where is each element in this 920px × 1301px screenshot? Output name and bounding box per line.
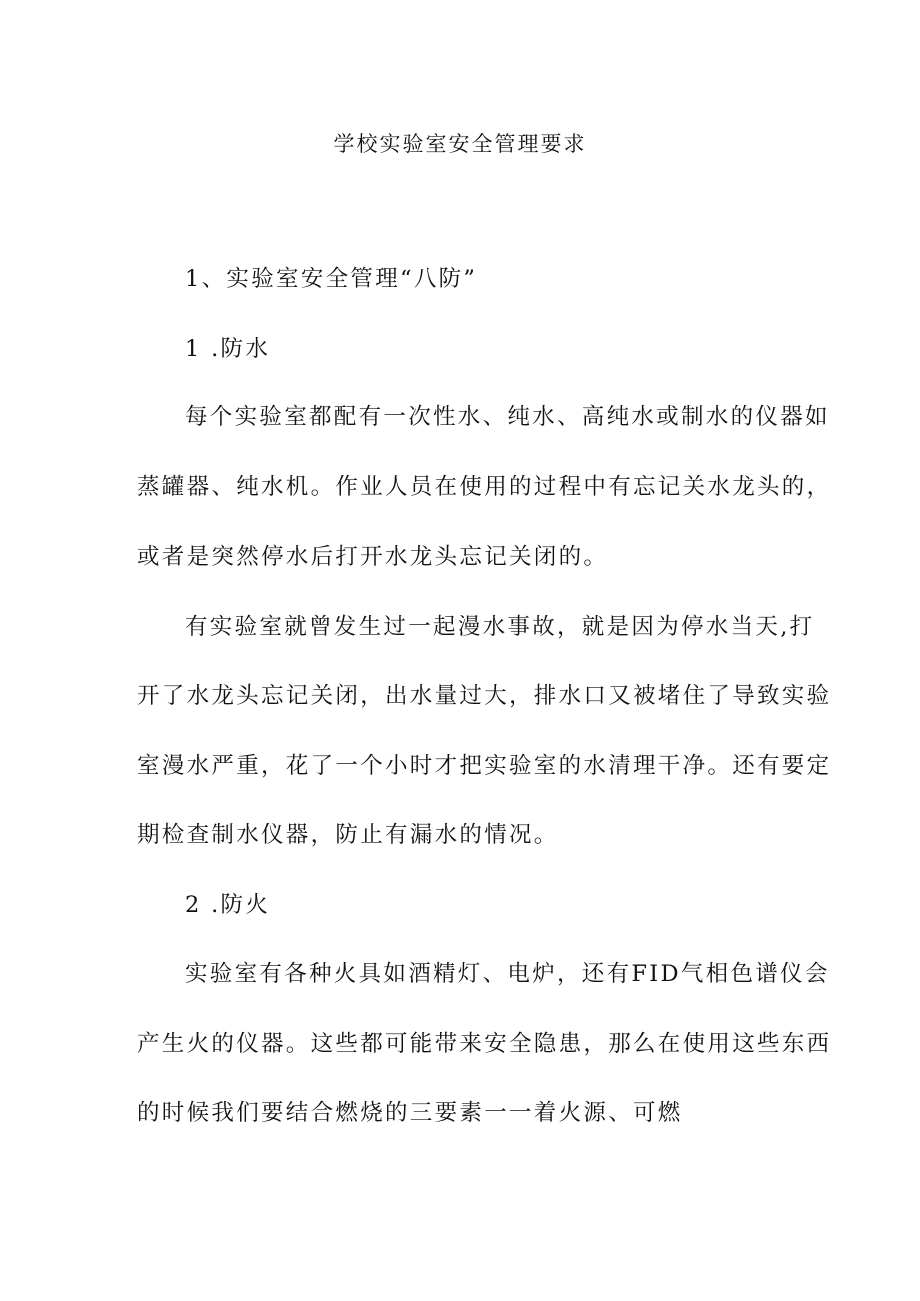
paragraph-line: 产生火的仪器。这些都可能带来安全隐患，那么在使用这些东西 [137, 1031, 832, 1057]
paragraph-line: 每个实验室都配有一次性水、纯水、高纯水或制水的仪器如 [185, 404, 830, 430]
paragraph-line: 蒸罐器、纯水机。作业人员在使用的过程中有忘记关水龙头的， [137, 474, 832, 500]
paragraph-line: 有实验室就曾发生过一起漫水事故，就是因为停水当天,打 [185, 614, 815, 640]
paragraph-line: 期检查制水仪器，防止有漏水的情况。 [137, 822, 559, 848]
document-title: 学校实验室安全管理要求 [333, 132, 587, 156]
paragraph-line: 实验室有各种火具如酒精灯、电炉，还有FID气相色谱仪会 [185, 961, 830, 987]
item-heading-waterproof: 1 .防水 [185, 336, 271, 362]
paragraph-line: 或者是突然停水后打开水龙头忘记关闭的。 [137, 544, 609, 570]
section-heading: 1、实验室安全管理“八防” [185, 266, 478, 292]
item-heading-fireproof: 2 .防火 [185, 892, 271, 918]
paragraph-line: 开了水龙头忘记关闭，出水量过大，排水口又被堵住了导致实验 [137, 683, 832, 709]
paragraph-line: 的时候我们要结合燃烧的三要素一一着火源、可燃 [137, 1100, 683, 1126]
paragraph-line: 室漫水严重，花了一个小时才把实验室的水清理干净。还有要定 [137, 753, 832, 779]
